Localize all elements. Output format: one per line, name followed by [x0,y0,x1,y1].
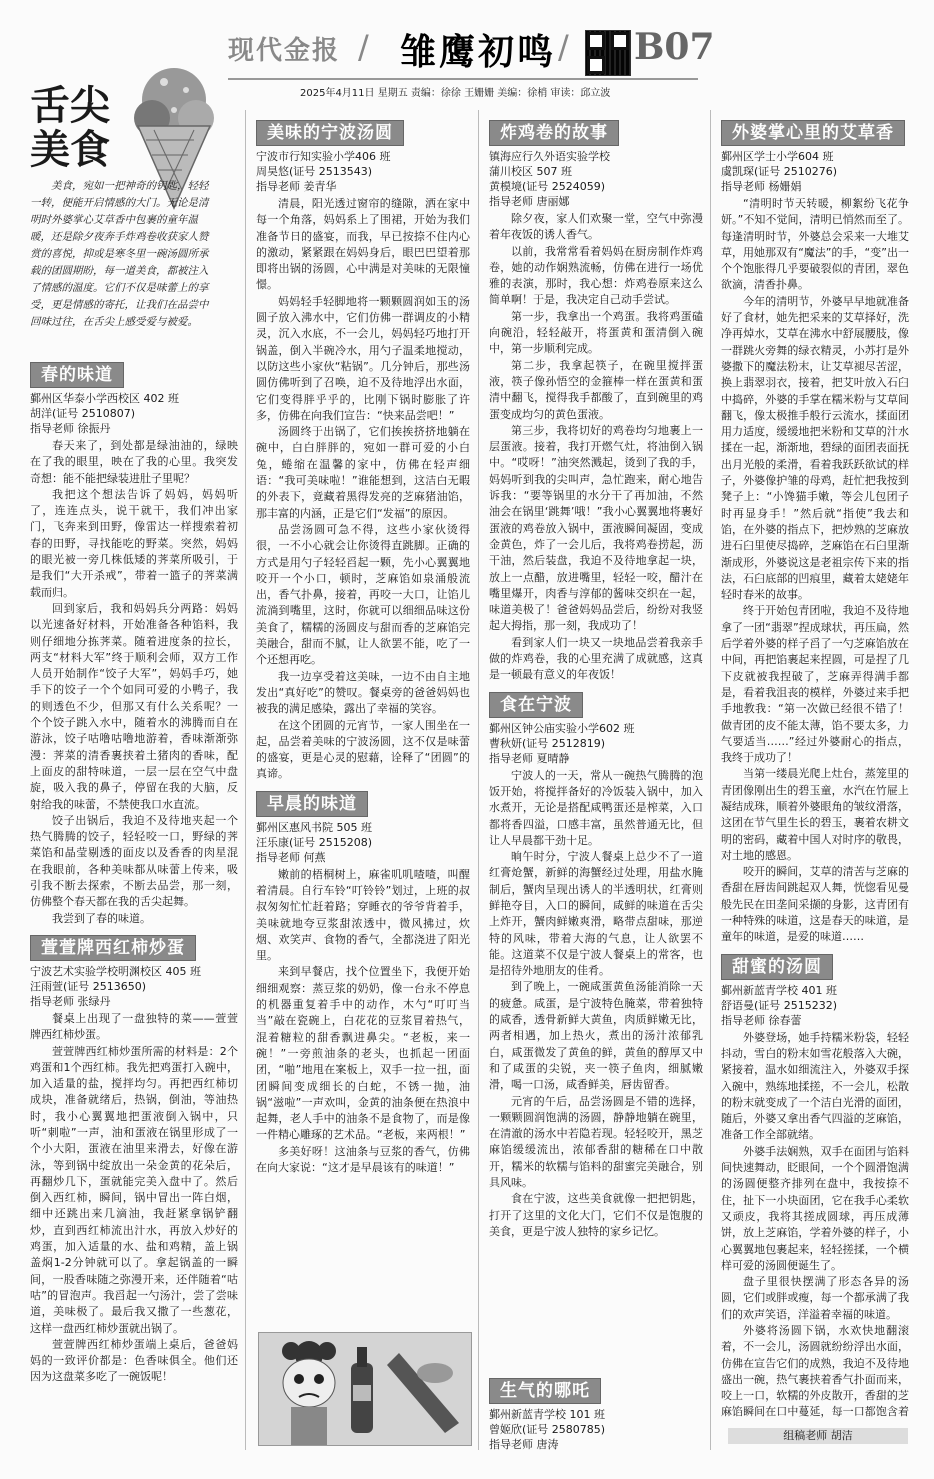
article-paragraph: 我尝到了春的味道。 [52,911,151,925]
article-paragraph: 食在宁波，这些美食就像一把把钥匙，打开了这里的文化大门，它们不仅是饱腹的美食，更是宁波人独特的家乡记忆。 [489,1192,703,1238]
illustration-caption [489,1374,703,1450]
article-byline: 鄞州新蓝青学校 401 班 舒语曼(证号 2515232) 指导老师 徐春蕾 [721,983,838,1027]
article-paragraph: 以前，我常常看着妈妈在厨房制作炸鸡卷，她的动作娴熟流畅，仿佛在进行一场优雅的表演，那时，我心想：炸鸡卷原来这么简单啊！于是，我决定自己动手尝试。 [489,244,703,307]
article-paragraph: 我把这个想法告诉了妈妈，妈妈听了，连连点头，说干就干，我们冲出家门，飞奔来到田野，像雷达一样搜索着初春的田野，寻找能吃的野菜。突然，妈妈的眼光被一旁几株低矮的荠菜所吸引，于是我们“大开杀戒”，带着一篮子的荠菜满载而归。 [30,487,238,599]
article-paragraph: 宁波人的一天，常从一碗热气腾腾的泡饭开始，将搅拌备好的冷饭装入锅中，加入水煮开，无论是搭配咸鸭蛋还是榨菜，入口都将香四溢，口感丰富，虽然普通无比，但让人早晨都干劲十足。 [489,768,703,847]
article-paragraph: 外婆将汤圆下锅，水欢快地翻滚着，不一会儿，汤圆就纷纷浮出水面，仿佛在宣告它们的成熟，我迫不及待地盛出一碗，热气裹挟着香气扑面而来，咬上一口，软糯的外皮散开，香甜的芝麻馅瞬间在口中蔓延，每一口都饱含着 [721,1324,909,1419]
article-paragraph: 嫩前的梧桐树上，麻雀叽叽喳喳，叫醒着清晨。自行车铃“叮铃铃”划过，上班的叔叔匆匆忙忙赶着路；穿睡衣的爷爷背着手，美味就地夸豆浆甜浓透中，微风拂过，炊烟、欢笑声、食物的香气，全都浇进了阳光里。 [256,867,470,963]
article-paragraph: 看到家人们一块又一块地品尝着我亲手做的炸鸡卷，我的心里充满了成就感，这真是一顿最有意义的年夜饭！ [489,635,703,682]
article-paragraph: 元宵的午后，品尝汤圆是不错的选择，一颗颗圆润饱满的汤圆，静静地躺在碗里，在清澈的汤水中若隐若现。轻轻咬开，黑芝麻馅缓缓流出，浓郁香甜的糖稀在口中散开，糯米的软糯与馅料的甜蜜完美融合，别具风味。 [489,1094,703,1190]
nezha-illustration [258,1332,472,1446]
masthead-divider: / [558,28,569,66]
article-paragraph: 第三步，我将切好的鸡卷均匀地裹上一层蛋液。接着，我打开燃气灶，将油倒入锅中。“哎呀！”油突然溅起，烫到了我的手，妈妈听到我的尖叫声，急忙跑来，耐心地告诉我：“要等锅里的水分干了再加油，不然油会在锅里‘跳舞’哦！”我小心翼翼地将裹好蛋液的鸡卷放入锅中，蛋液瞬间凝固，变成金黄色，炸了一会儿后，我将鸡卷捞起，沥干油，然后装盘，我迫不及待地拿起一块，放上一点醋，放进嘴里，轻轻一咬，醋汁在嘴里爆开，肉香与淳郁的酱味交织在一起，味道美极了！爸爸妈妈品尝后，纷纷对我竖起大拇指，那一刻，我成功了！ [489,423,703,633]
masthead-divider: / [358,28,369,66]
article-paragraph: 咬开的瞬间，艾草的清苦与芝麻的香甜在唇齿间跳起双人舞，恍惚看见曼般先民在田垄间采撷的身影，这青团有一种特殊的味道，这是春天的味道，是童年的味道，是爱的味道…… [721,865,909,944]
article-byline: 鄞州区钟公庙实验小学602 班 曹秋妍(证号 2512819) 指导老师 夏晴静 [489,721,635,765]
column-1 [30,358,238,1450]
article-paragraph: 在这个团圆的元宵节，一家人围坐在一起，品尝着美味的宁波汤圆，这不仅是味蕾的盛宴，更是心灵的慰藉，诠释了“团圆”的真谛。 [256,718,470,781]
article-paragraph: 妈妈轻手轻脚地将一颗颗圆润如玉的汤圆子放入沸水中，它们仿佛一群调皮的小精灵，沉入水底，不一会儿，妈妈轻巧地打开锅盖，倒入半碗冷水，用勺子温柔地搅动，以防这些小家伙“粘锅”。几分钟后，那些汤圆仿佛听到了召唤，迫不及待地浮出水面，它们变得胖乎乎的，比刚下锅时膨胀了许多，仿佛在向我们宣告：“快来品尝吧！” [256,294,470,422]
article-byline: 镇海应行久外语实验学校 蒲川校区 507 班 黄模境(证号 2524059) 指导老师 唐丽娜 [489,150,610,208]
article-paragraph: 饺子出锅后，我迫不及待地夹起一个热气腾腾的饺子，轻轻咬一口，野绿的荠菜馅和晶莹剔透的面皮以及香香的肉星混在我眼前，各种美味都从味蕾上传来，吸引我不断去探索，不断去品尝，那一刻，仿佛整个春天都在我的舌尖起舞。 [30,813,238,909]
article-title: 炸鸡卷的故事 [489,120,619,146]
column-4 [721,116,909,1422]
article-title: 美味的宁波汤圆 [256,120,404,146]
article-paragraph: 外婆登场，她手持糯米粉袋，轻轻抖动，雪白的粉末如雪花般落入大碗，紧接着，温水如细流注入，外婆双手探入碗中，熟练地揉搓，不一会儿，松散的粉末就变成了一个洁白光滑的面团，随后，外婆又拿出香气四溢的芝麻馅，准备工作全部就绪。 [721,1030,909,1142]
section-name: 雏鹰初鸣 [400,31,557,73]
article-paragraph: 萱萱牌西红柿炒蛋所需的材料是：2个鸡蛋和1个西红柿。我先把鸡蛋打入碗中，加入适量的盐，搅拌均匀。再把西红柿切成块，准备就绪后，热锅，倒油，等油热时，我小心翼翼地把蛋液倒入锅中，只听“刺啦”一声，油和蛋液在锅里形成了一个小大阳，蛋液在油里来滑去，好像在游泳，等到锅中绽放出一朵金黄的花朵后，再翻炒几下，蛋就能完美入盘中了。然后倒入西红柿，瞬间，锅中冒出一阵白烟，细中还跳出来几滴油，我赶紧拿锅铲翻炒，直到西红柿流出汁水，再放入炒好的鸡蛋，加入适量的水、盐和鸡精，盖上锅盖焖1-2分钟就可以了。拿起锅盖的一瞬间，一股香味随之弥漫开来，还伴随着“咕咕”的冒泡声。我舀起一勺汤汁，尝了尝味道，美味极了。最后我又撒了一些葱花，这样一盘西红柿炒蛋就出锅了。 [30,1044,238,1335]
article-paragraph: 除夕夜，家人们欢聚一堂，空气中弥漫着年夜饭的诱人香气。 [489,212,703,242]
article-paragraph: “清明时节天转暖，柳絮纷飞花争妍。”不知不觉间，清明已悄然而至了。每逢清明时节，外婆总会采来一大堆艾草，用她那双有“魔法”的手，“变”出一个个饱胀得几乎要破裂似的青团，翠色欲滴，清香扑鼻。 [721,197,909,292]
intro-title-line: 美食 [30,126,110,173]
article-title: 春的味道 [30,362,124,388]
article-paragraph: 第二步，我拿起筷子，在碗里搅拌蛋液，筷子像孙悟空的金箍棒一样在蛋黄和蛋清中翻飞，搅得我手都酸了，直到碗里的鸡蛋变成均匀的黄色蛋液。 [489,358,703,421]
page-number: B07 [634,26,715,68]
editor-credit: 组稿老师 胡洁 [728,1428,908,1444]
article-byline: 鄞州区华泰小学西校区 402 班 胡洋(证号 2510807) 指导老师 徐振丹 [30,392,179,435]
column-3 [489,116,703,1326]
article-paragraph: 我一边享受着这美味，一边不由自主地发出“真好吃”的赞叹。餐桌旁的爸爸妈妈也被我的满足感染，露出了幸福的笑容。 [256,669,470,716]
article-paragraph: 当第一缕晨光爬上灶台，蒸笼里的青团像刚出生的碧玉童，水汽在竹屉上凝结成珠，顺着外婆眼角的皱纹滑落，这团在节气里生长的碧玉，裹着农耕文明的密码，藏着中国人对时序的敬畏，对土地的感恩。 [721,767,909,862]
article-paragraph: 餐桌上出现了一盘独特的菜——萱萱牌西红柿炒蛋。 [30,1011,238,1042]
article-paragraph: 今年的清明节，外婆早早地就准备好了食材，她先把采来的艾草择好，洗净再焯水，艾草在沸水中舒展腰肢，像一群跳火旁舞的绿衣精灵，小苏打是外婆撒下的魔法粉末，让艾草褪尽苦涩，换上翡翠羽衣，接着，把艾叶放入石臼中捣碎，外婆的手掌在糯米粉与艾草间翻飞，像太极推手般行云流水，揉面团用力适度，缓缓地把米粉和艾草的汁水揉在一起，渐渐地，碧绿的面团表面抚出月光般的柔滑，看着我跃跃欲试的样子，外婆像护雏的母鸡，赶忙把我按到凳子上：“小馋猫手嫩，等会儿包团子时再显身手！”然后就“指使”我去和馅，在外婆的指点下，把炒熟的芝麻放进石臼里使尽捣碎，芝麻馅在石臼里渐渐成形，外婆说这是老祖宗传下来的指法，石臼底部的凹痕里，藏着太姥姥年轻时春米的故事。 [721,294,909,602]
article-byline: 宁波艺术实验学校明渊校区 405 班 汪雨萱(证号 2513650) 指导老师 张绿丹 [30,964,201,1008]
article-paragraph: 萱萱牌西红柿炒蛋端上桌后，爸爸妈妈的一致评价都是：色香味俱全。他们还因为这盘菜多吃了一碗饭呢！ [30,1337,238,1384]
dateline: 2025年4月11日 星期五 责编：徐徐 王姗姗 美编：徐梢 审读：邱立波 [300,88,611,99]
masthead-rule [228,78,698,80]
article-paragraph: 清晨，阳光透过窗帘的缝隙，洒在家中每一个角落，妈妈系上了围裙，开始为我们准备节日的盛宴，而我，早已按捺不住内心的激动，紧紧跟在妈妈身后，眼巴巴望着那即将出锅的汤圆，心中满是对美味的无限憧憬。 [256,197,470,292]
article-byline: 鄞州区学士小学604 班 虞凯琛(证号 2510276) 指导老师 杨姗娟 [721,150,838,193]
column-2 [256,116,470,1326]
article-paragraph: 外婆手法娴熟，双手在面团与馅料间快速舞动，眨眼间，一个个圆滑饱满的汤圆便整齐排列在盘中，我按捺不住，扯下一小块面团，它在我手心柔软又顽皮，我将其搓成圆球，再压成薄饼，放上芝麻馅，学着外婆的样子，小心翼翼地包裹起来，轻轻搓揉，一个横样可爱的汤圆便诞生了。 [721,1144,909,1272]
intro-title [30,84,120,172]
column-divider [245,110,246,1450]
article-paragraph: 汤圆终于出锅了，它们挨挨挤挤地躺在碗中，白白胖胖的，宛如一群可爱的小白兔，蜷缩在温馨的家中，仿佛在轻声细语：“我可美味啦！”谁能想到，这洁白无暇的外表下，竟藏着黑得发亮的芝麻猪油馅，那丰富的内涵，正是它们“发福”的原因。 [256,425,470,520]
article-byline: 鄞州区惠风书院 505 班 汪乐康(证号 2515208) 指导老师 何燕 [256,820,373,864]
intro-title-line: 舌尖 [30,82,110,129]
paper-name: 现代金报 [228,36,341,66]
article-paragraph: 多美好呀！这油条与豆浆的香气，仿佛在向大家说：“这才是早晨该有的味道！” [256,1144,470,1175]
article-paragraph: 盘子里很快摆满了形态各异的汤圆，它们或胖或瘦，每一个都承满了我们的欢声笑语，洋溢着幸福的味道。 [721,1275,909,1321]
article-paragraph: 春天来了，到处都是绿油油的，绿映在了我的眼里，映在了我的心里。我突发奇想：能不能把绿装进肚子里呢？ [30,439,238,485]
article-paragraph: 晌午时分，宁波人餐桌上总少不了一道红膏炝蟹，新鲜的海蟹经过处理，用盐水腌制后，蟹肉呈现出诱人的半透明状，红膏则鲜艳夺目，入口的瞬间，咸鲜的味道在舌尖上炸开，蟹肉鲜嫩爽滑，略带点甜味，那逆特的风味，带着大海的气息，让人欲罢不能。这道菜不仅是宁波人餐桌上的常客，也是招待外地朋友的佳肴。 [489,850,703,978]
qr-code-icon [585,30,631,76]
article-paragraph: 来到早餐店，找个位置坐下，我便开始细细观察：蒸豆浆的奶奶，像一台永不停息的机器重复着手中的动作，木勺“叮叮当当”敲在瓷碗上，白花花的豆浆冒着热气，混着糖粒的甜香飘进鼻尖。“老板，来一碗！”一旁煎油条的老头，也抓起一团面团，“啪”地甩在案板上，双手一拉一扭，面团瞬间变成细长的白蛇，不锈一抛，油锅“滋啦”一声欢叫，金黄的油条便在热浪中起舞，老人手中的油条不是食物了，而是像一件精心雕琢的艺术品。“老板，来两根！” [256,965,470,1142]
article-byline: 宁波市行知实验小学406 班 周昊悠(证号 2513543) 指导老师 姜青华 [256,150,391,193]
intro-text: 美食，宛如一把神奇的钥匙，轻轻一转，便能开启情感的大门。无论是清明时外婆掌心艾草香中包裹的童年温暖，还是除夕夜奔手炸鸡卷收获家人赞赏的喜悦，抑或是寒冬里一碗汤圆所承载的团圆期盼，每一道美食，都被注入了情感的温度。它们不仅是味蕾上的享受，更是情感的寄托，让我们在品尝中回味过往，在舌尖上感受爱与被爱。 [30,180,209,328]
article-byline: 鄞州新蓝青学校 101 班 曾姬欣(证号 2580785) 指导老师 唐涛 [489,1408,606,1450]
article-title: 食在宁波 [489,692,583,718]
column-divider [478,110,479,1450]
article-paragraph: 回到家后，我和妈妈兵分两路：妈妈以光速备好材料，开始准备各种馅料，我则仔细地分拣荠菜。随着进度条的拉长，两支“材料大军”终于顺利会师，双方工作人员开始制作“饺子大军”，妈妈手巧，她手下的饺子一个个如同可爱的小鸭子，我的则透色不少，但那又有什么关系呢？一个个饺子跳入水中，随着水的沸腾而自在游泳，饺子咕噜咕噜地游着，香味渐渐弥漫：荠菜的清香裹挟着土猪肉的香味，配上面皮的甜特味道，一层一层在空气中盘旋，吸入我的鼻子，停留在我的大脑，反射给我的味蕾，不禁使我口水直流。 [30,601,238,811]
article-title: 生气的哪吒 [489,1378,601,1404]
article-title: 甜蜜的汤圆 [721,954,833,980]
article-title: 早晨的味道 [256,791,368,817]
article-paragraph: 品尝汤圆可急不得，这些小家伙烫得很，一不小心就会让你烫得直跳脚。正确的方式是用勺子轻轻舀起一颗，先小心翼翼地咬开一个小口，顿时，芝麻馅如泉涌般流出，香气扑鼻，接着，再咬一大口，让馅儿流淌到嘴里，这时，你就可以细细品味这份美食了，糯糯的汤圆皮与甜而香的芝麻馅完美融合，甜而不腻，让人欲罢不能，吃了一个还想再吃。 [256,522,470,667]
article-paragraph: 第一步，我拿出一个鸡蛋。我将鸡蛋磕向碗沿，轻轻敲开，将蛋黄和蛋清倒入碗中，第一步顺利完成。 [489,309,703,356]
article-title: 萱萱牌西红柿炒蛋 [30,935,196,961]
article-paragraph: 到了晚上，一碗咸蛋黄鱼汤能消除一天的疲惫。咸蛋，是宁波特色腌菜，带着独特的咸香，透骨新鲜大黄鱼，肉质鲜嫩无比，两者相遇，加上热火，煮出的汤汁浓郁乳白，咸蛋微发了黄鱼的鲜，黄鱼的醇厚又中和了咸蛋的尖锐，夹一筷子鱼肉，细腻嫩滑，喝一口汤，咸香鲜美，唇齿留香。 [489,980,703,1092]
column-divider [710,110,711,1450]
article-paragraph: 终于开始包青团啦，我迫不及待地拿了一团“翡翠”捏成球状，再压扁，然后学着外婆的样子舀了一勺芝麻馅放在中间，再把馅裹起来捏圆，可是捏了几下皮就被我捏破了，芝麻弄得满手都是，看着我沮丧的模样，外婆过来手把手地教我：“第一次做已经很不错了！做青团的皮不能太薄，馅不要太多，力气要适当……”经过外婆耐心的指点，我终于成功了！ [721,604,909,765]
article-title: 外婆掌心里的艾草香 [721,120,905,146]
